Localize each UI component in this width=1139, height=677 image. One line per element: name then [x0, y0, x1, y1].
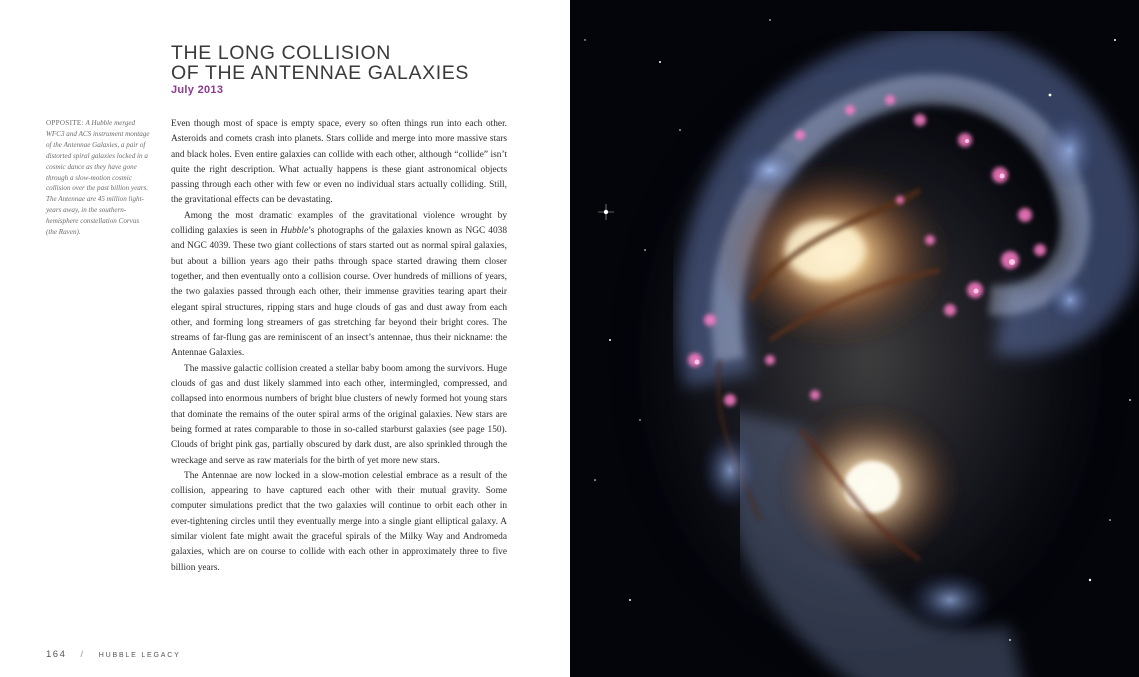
- footer-separator: /: [80, 649, 85, 660]
- caption-text: A Hubble merged WFC3 and ACS instrument montage of the Antennae Galaxies, a pair of distorted spiral galaxies locked in a cosmic dance as they have gone through a slow-motion cosmic collision over the past billion years. The Antennae are 45 million light-years away, in the southern-hemisphere constellation Corvus (the Raven).: [46, 119, 150, 237]
- title-line-1: THE LONG COLLISION: [171, 42, 391, 64]
- photo-caption: [46, 118, 150, 238]
- galaxy-photo: [570, 0, 1139, 677]
- body-paragraph-1: Even though most of space is empty space, every so often things run into each other. Asteroids and comets crash into planets. Stars collide and merge into more massive stars and black holes. Even entire galaxies can collide with each other, although “collide” isn’t quite the right description. What actually happens is these giant astronomical objects passing through each other with few or even no individual stars actually colliding. Still, the gravitational effects can be devastating.: [171, 119, 507, 206]
- page-footer: [46, 649, 181, 660]
- running-head: HUBBLE LEGACY: [98, 652, 181, 659]
- antennae-galaxies-image: [570, 0, 1139, 677]
- article-title: [171, 43, 551, 83]
- title-line-2: OF THE ANTENNAE GALAXIES: [171, 62, 469, 84]
- body-paragraph-2: [171, 209, 507, 362]
- article-body: [171, 117, 507, 576]
- body-paragraph-3: The massive galactic collision created a stellar baby boom among the survivors. Huge clouds of gas and dust likely slammed into each other, intermingled, compressed, and collapsed into enormous numbers of bright blue clusters of newly formed hot young stars that dominate the remains of the outer spiral arms of the original galaxies. New stars are being formed at rates comparable to those in so-called starburst galaxies (see page 150). Clouds of bright pink gas, partially obscured by dark dust, are also sprinkled through the wreckage and serve as raw materials for the birth of yet more new stars.: [171, 363, 507, 466]
- body-paragraph-2-end: ’s photographs of the galaxies known as NGC 4038 and NGC 4039. These two giant collections of stars started out as normal spiral galaxies, but about a billion years ago their paths through space started drawing them closer together, and then eventually onto a collision course. Over hundreds of millions of years, the two galaxies passed through each other, their immense gravities tearing apart their elegant spiral structures, ripping stars and huge clouds of gas and dust away from each other, and forming long streamers of gas stretching far beyond their bright cores. The streams of far-flung gas are reminiscent of an insect’s antennae, thus their nickname: the Antennae Galaxies.: [171, 226, 507, 359]
- hubble-italic: Hubble: [280, 226, 309, 237]
- body-paragraph-4: The Antennae are now locked in a slow-motion celestial embrace as a result of the collision, appearing to have captured each other with their mutual gravity. Some computer simulations predict that the two galaxies will continue to orbit each other in ever-tightening circles until they eventually merge into a single giant elliptical galaxy. A similar violent fate might await the graceful spirals of the Milky Way and Andromeda galaxies, which are on course to collide with each other in approximately three to five billion years.: [171, 470, 507, 573]
- page-number: 164: [46, 649, 67, 660]
- article-date: July 2013: [171, 84, 224, 96]
- caption-lead: OPPOSITE:: [46, 119, 84, 127]
- body-paragraph-2-start: Among the most dramatic examples of the gravitational violence wrought by colliding galaxies is seen in: [171, 210, 507, 237]
